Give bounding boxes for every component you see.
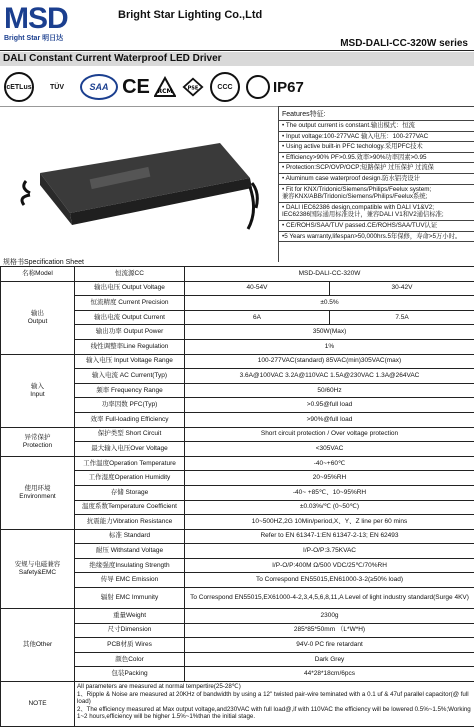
feature-item: • Fit for KNX/Tridonic/Siemens/Philips/Feelux system; 兼容KNX/ABB/Tridonic/Siemens/Philips/Feelux系统; <box>279 185 474 203</box>
cell: 2300g <box>185 609 474 624</box>
cell: 20~95%RH <box>185 471 474 486</box>
title-bar <box>0 52 474 66</box>
svg-text:PSE: PSE <box>188 85 199 91</box>
feature-item: • CE/ROHS/SAA/TUV passed.CE/ROHS/SAA/TUV认证 <box>279 221 474 232</box>
ip67-label: IP67 <box>273 79 304 96</box>
logo-subtext: Bright Star 明日达 <box>4 34 64 43</box>
row-label: 耐压 Withstand Voltage <box>75 544 185 559</box>
row-label: 工作湿度Operation Humidity <box>75 471 185 486</box>
protection-group: 异常保护 Protection <box>1 427 75 456</box>
row-label: 存储 Storage <box>75 485 185 500</box>
note-text: All parameters are measured at normal tempertire(25-28℃) 1、Ripple & Noise are measured at 20KHz of bandwidth by using a 12" twisted pair-wire teminated with a 0.1 uf & 47uf parallel capacitor(@ full load) 2、The efficiency measured at Max output voltage,and230VAC with full load@,if with 110VAC the efficiency will be lowered 0.5%~1.5%;Working 1~2 hours,efficiency will be higher 1.5%~1%than the initial stage. <box>75 682 474 727</box>
feature-item: • Using active built-in PFC techology.采用PFC技术 <box>279 142 474 153</box>
row-label: 辐射 EMC Immunity <box>75 588 185 609</box>
cell: 285*85*50mm （L*W*H) <box>185 623 474 638</box>
feature-item: •5 Years warranty,lifespan>50,000hrs.5年保修，寿命>5万小时。 <box>279 232 474 243</box>
header <box>0 0 474 50</box>
cell: <305VAC <box>185 442 474 457</box>
safety-group: 安规与电磁兼容 Safety&EMC <box>1 529 75 608</box>
cell: 6A <box>185 310 330 325</box>
table-row <box>1 682 474 727</box>
other-group: 其他Other <box>1 609 75 682</box>
cell: ±0.03%/℃ (0~50℃) <box>185 500 474 515</box>
header-divider <box>0 50 474 51</box>
row-label: 传导 EMC Emission <box>75 573 185 588</box>
cell: I/P-O/P:3.75KVAC <box>185 544 474 559</box>
cell: To Correspond EN55015,EX61000-4-2,3,4,5,6,8,11,A Level of light industry standard(Surge 4KV) <box>185 588 474 609</box>
row-label: 温度系数Temperature Coefficient <box>75 500 185 515</box>
cell: Refer to EN 61347-1:EN 61347-2-13; EN 62493 <box>185 529 474 544</box>
features-panel <box>278 106 474 262</box>
row-label: 最大输入电压Over Voltage <box>75 442 185 457</box>
feature-item: • DALI IEC62386 design,compatible with DALI V1&V2; IEC62386国际通用标准设计，兼容DALI V1和V2通信标准; <box>279 203 474 221</box>
row-label: 线性调整率Line Regulation <box>75 339 185 354</box>
product-image-area <box>0 106 278 255</box>
row-label: 工作温度Operation Temperature <box>75 456 185 471</box>
row-label: 输出功率 Output Power <box>75 325 185 340</box>
cell: I/P-O/P:400M Ω/500 VDC/25℃/70%RH <box>185 558 474 573</box>
feature-item: • Input voltage:100-277VAC 输入电压：100-277VAC <box>279 132 474 143</box>
spec-table <box>0 266 474 727</box>
feature-item: • Efficiency>90% PF>0.95.效率>90%功率因素>0.95 <box>279 153 474 164</box>
ccc-icon: CCC <box>210 72 240 102</box>
row-label: 输出电流 Output Current <box>75 310 185 325</box>
cell: >0.95@full load <box>185 398 474 413</box>
row-label: 绝缘强度Insulating Strength <box>75 558 185 573</box>
feature-item: • The output current is constant.输出模式：恒流 <box>279 121 474 132</box>
cell: 94V-0 PC fire retardant <box>185 638 474 653</box>
row-label: PCB材质 Wires <box>75 638 185 653</box>
cell: 40-54V <box>185 281 330 296</box>
input-group: 输入 Input <box>1 354 75 427</box>
row-label: 保护类型 Short Circuit <box>75 427 185 442</box>
row-label: 包装Packing <box>75 667 185 682</box>
table-row <box>1 354 474 369</box>
cell: Short circuit protection / Over voltage protection <box>185 427 474 442</box>
tuv-icon: TÜV <box>40 74 74 100</box>
svg-text:RCM: RCM <box>158 88 173 95</box>
cell: >90%@full load <box>185 412 474 427</box>
cell: 44*28*18cm/6pcs <box>185 667 474 682</box>
led-driver-image <box>20 133 260 243</box>
table-row <box>1 281 474 296</box>
environment-group: 使用环境 Environment <box>1 456 75 529</box>
cell: 3.6A@100VAC 3.2A@110VAC 1.5A@230VAC 1.3A@264VAC <box>185 369 474 384</box>
table-row <box>1 456 474 471</box>
row-label: 频率 Frequency Range <box>75 383 185 398</box>
row-label: 输入电压 Input Voltage Range <box>75 354 185 369</box>
feature-item: • Aluminum case waterproof design.防水铝壳设计 <box>279 174 474 185</box>
row-label: 颜色Color <box>75 652 185 667</box>
saa-icon: SAA <box>80 74 118 100</box>
cetlus-icon: cETLus <box>4 72 34 102</box>
pse-icon <box>182 76 204 98</box>
rcm-icon <box>154 76 176 98</box>
page-title: DALI Constant Current Waterproof LED Driver <box>3 53 222 64</box>
model-label: 名称Model <box>1 267 75 282</box>
row-label: 尺寸Dimension <box>75 623 185 638</box>
waterproof-icon <box>246 75 270 99</box>
note-label: NOTE <box>1 682 75 727</box>
row-label: 效率 Full-loading Efficiency <box>75 412 185 427</box>
model-cn: 恒流源CC <box>75 267 185 282</box>
certification-logos <box>0 70 474 104</box>
row-label: 恒流精度 Current Precision <box>75 296 185 311</box>
cell: 30-42V <box>330 281 474 296</box>
row-label: 抗震能力Vibration Resistance <box>75 515 185 530</box>
row-label: 输入电流 AC Current(Typ) <box>75 369 185 384</box>
company-name: Bright Star Lighting Co.,Ltd <box>118 9 262 21</box>
features-title: Features特征: <box>279 107 474 121</box>
cell: -40~+60℃ <box>185 456 474 471</box>
model-value: MSD-DALI-CC-320W <box>185 267 474 282</box>
ce-icon: CE <box>124 74 148 100</box>
cell: 100-277VAC(standard) 85VAC(min)305VAC(max) <box>185 354 474 369</box>
row-label: 标准 Standard <box>75 529 185 544</box>
table-row <box>1 267 474 282</box>
table-row <box>1 609 474 624</box>
row-label: 重量Weight <box>75 609 185 624</box>
cell: Dark Grey <box>185 652 474 667</box>
output-group: 输出 Output <box>1 281 75 354</box>
table-row <box>1 529 474 544</box>
cell: -40~ +85℃、10~95%RH <box>185 485 474 500</box>
feature-item: • Protection:SCP/OVP/OCP;短路保护 过压保护 过流保 <box>279 163 474 174</box>
series-name: MSD-DALI-CC-320W series <box>340 38 468 49</box>
row-label: 功率因数 PFC(Typ) <box>75 398 185 413</box>
cell: 350W(Max) <box>185 325 474 340</box>
cell: To Correspond EN55015,EN61000-3-2(≥50% load) <box>185 573 474 588</box>
cell: 10~500HZ,2G 10Min/period,X、Y、Z line per 60 mins <box>185 515 474 530</box>
spec-sheet-label: 规格书Specification Sheet <box>3 257 84 267</box>
company-logo <box>4 4 64 46</box>
ip67-badge <box>246 75 304 99</box>
table-row <box>1 427 474 442</box>
cell: 1% <box>185 339 474 354</box>
row-label: 输出电压 Output Voltage <box>75 281 185 296</box>
cell: 50/60Hz <box>185 383 474 398</box>
cell: ±0.5% <box>185 296 474 311</box>
cell: 7.5A <box>330 310 474 325</box>
logo-text: MSD <box>4 4 64 34</box>
